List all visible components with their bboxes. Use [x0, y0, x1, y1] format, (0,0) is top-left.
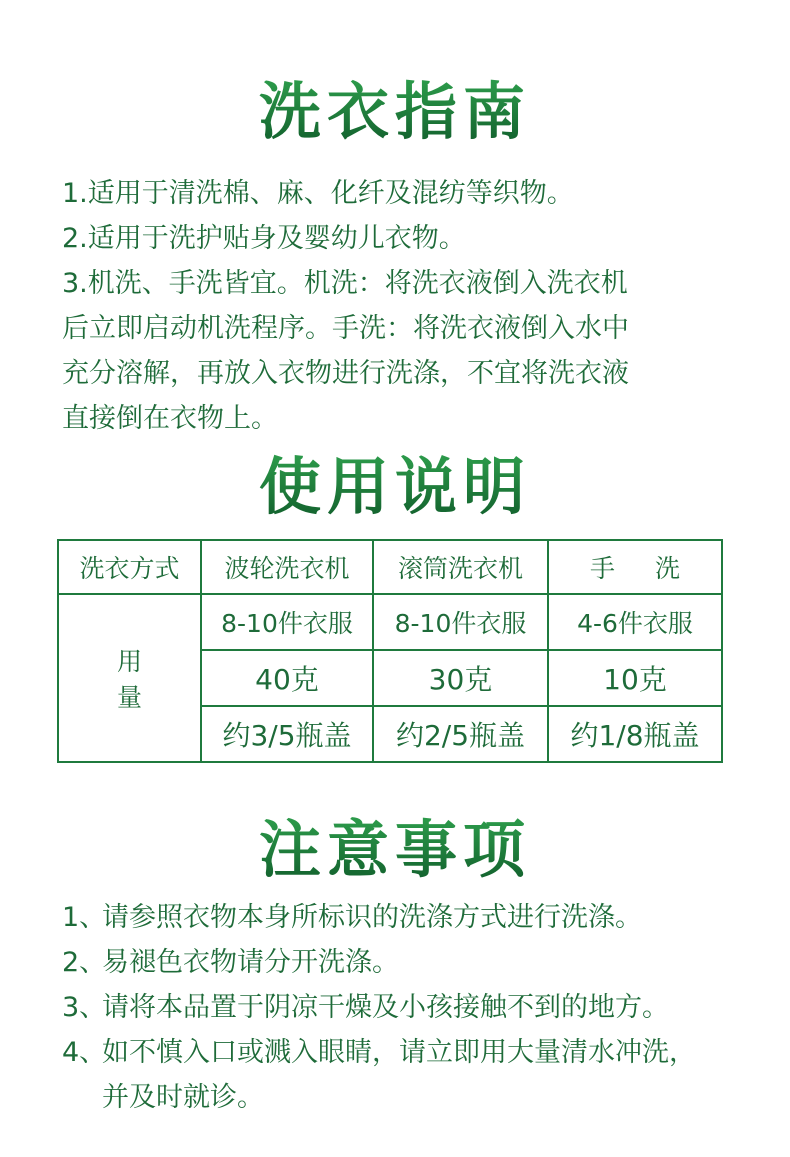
notes-list: [62, 895, 762, 1120]
guide-list: [62, 171, 762, 441]
note-text: 并及时就诊。: [102, 1082, 264, 1113]
note-text: 请将本品置于阴凉干燥及小孩接触不到的地方。: [102, 992, 669, 1023]
table-cell: 8-10件衣服: [373, 594, 548, 650]
note-number: [62, 1075, 102, 1120]
note-text: 如不慎入口或溅入眼睛，请立即用大量清水冲洗，: [102, 1037, 696, 1068]
note-number: 1、: [62, 902, 107, 933]
note-number: 2、: [62, 947, 107, 978]
header-cell-top-loader: 波轮洗衣机: [201, 540, 373, 594]
guide-line: 3.机洗、手洗皆宜。机洗：将洗衣液倒入洗衣机: [62, 268, 628, 299]
guide-line: 充分溶解，再放入衣物进行洗涤，不宜将洗衣液: [62, 358, 629, 389]
guide-line: 后立即启动机洗程序。手洗：将洗衣液倒入水中: [62, 313, 629, 344]
note-item: [62, 940, 762, 985]
guide-heading: 洗衣指南: [0, 72, 790, 152]
note-number: 3、: [62, 992, 107, 1023]
notes-heading: 注意事项: [0, 810, 790, 890]
usage-heading: 使用说明: [0, 447, 790, 527]
note-text: 请参照衣物本身所标识的洗涤方式进行洗涤。: [102, 902, 642, 933]
usage-table: [57, 539, 723, 763]
table-cell: 10克: [548, 650, 722, 706]
note-item: [62, 1075, 762, 1120]
table-cell: 8-10件衣服: [201, 594, 373, 650]
row-label-dosage: 用量: [58, 594, 201, 762]
table-cell: 40克: [201, 650, 373, 706]
guide-line: 1.适用于清洗棉、麻、化纤及混纺等织物。: [62, 178, 574, 209]
table-cell: 约2/5瓶盖: [373, 706, 548, 762]
note-text: 易褪色衣物请分开洗涤。: [102, 947, 399, 978]
table-header-row: [58, 540, 722, 594]
table-cell: 4-6件衣服: [548, 594, 722, 650]
table-row: [58, 594, 722, 650]
header-cell-hand-wash: 手洗: [548, 540, 722, 594]
note-item: [62, 985, 762, 1030]
note-number: 4、: [62, 1037, 107, 1068]
guide-line: 2.适用于洗护贴身及婴幼儿衣物。: [62, 223, 466, 254]
note-item: [62, 895, 762, 940]
header-cell-method: 洗衣方式: [58, 540, 201, 594]
note-item: [62, 1030, 762, 1075]
table-cell: 约3/5瓶盖: [201, 706, 373, 762]
header-cell-front-loader: 滚筒洗衣机: [373, 540, 548, 594]
guide-line: 直接倒在衣物上。: [62, 403, 278, 434]
table-cell: 30克: [373, 650, 548, 706]
table-cell: 约1/8瓶盖: [548, 706, 722, 762]
